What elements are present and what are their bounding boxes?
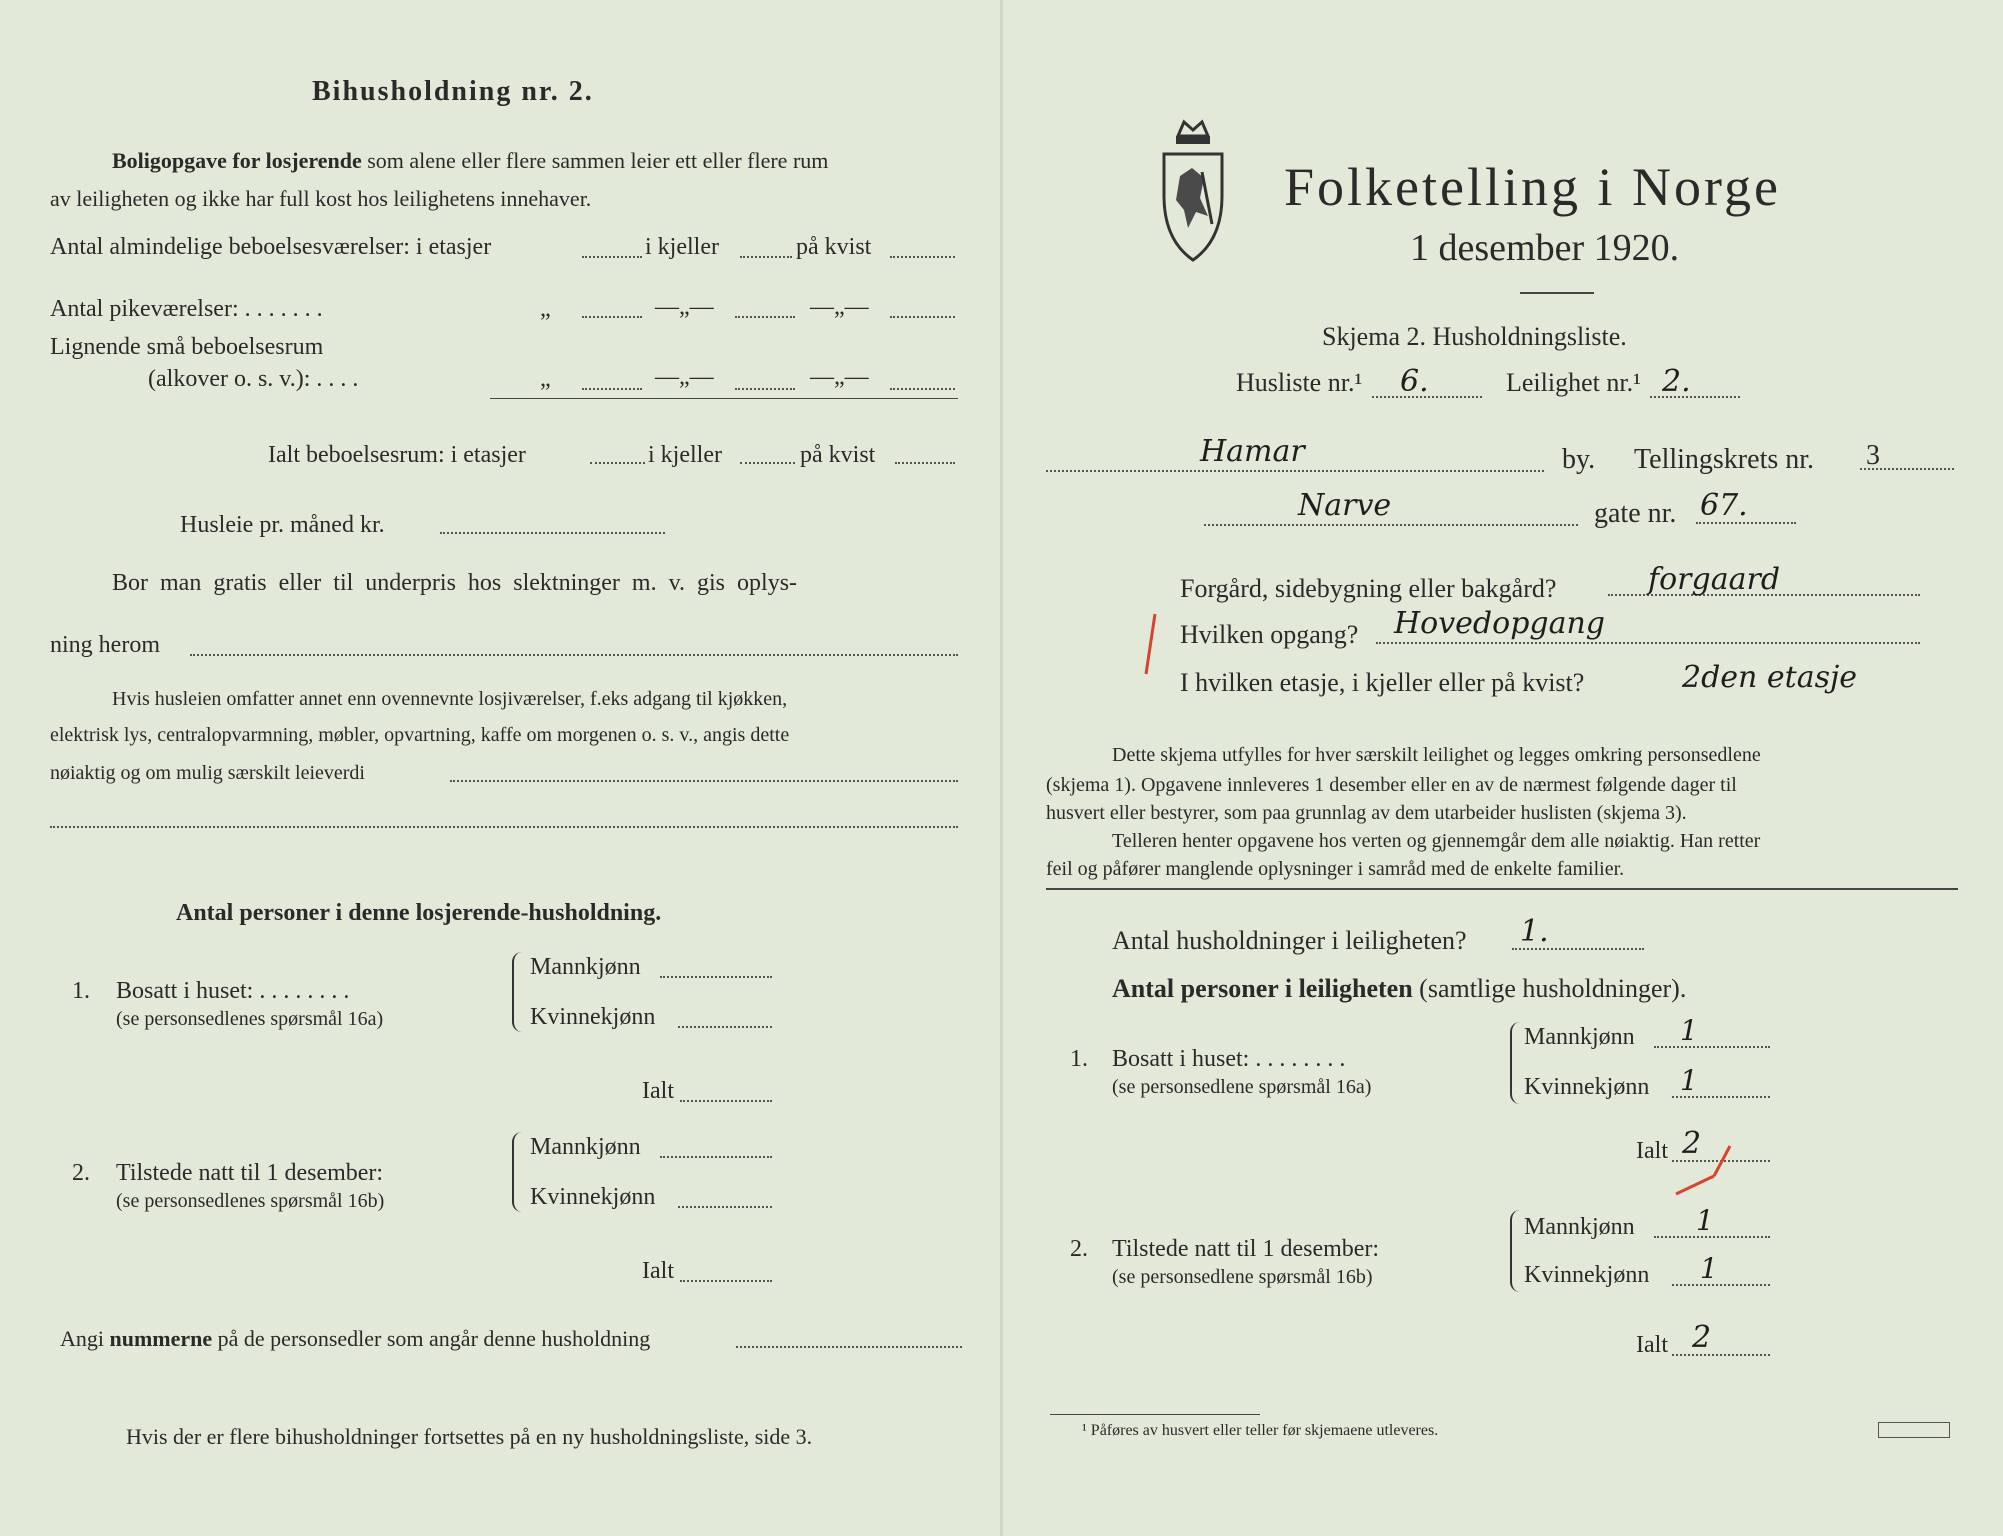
right-q2-num: 2. — [1070, 1236, 1088, 1262]
total-kjeller-field[interactable] — [740, 462, 795, 464]
rooms-kvist-field[interactable] — [890, 256, 955, 258]
rent-field[interactable] — [440, 532, 665, 534]
left-q2-female-field[interactable] — [678, 1206, 772, 1208]
left-title: Bihusholdning nr. 2. — [312, 76, 594, 107]
right-q1-label: Bosatt i huset: . . . . . . . . — [1112, 1046, 1346, 1072]
date-underline — [1520, 292, 1594, 294]
persons-heading-rest: (samtlige husholdninger). — [1419, 974, 1687, 1003]
right-q1-male-value[interactable]: 1 — [1680, 1014, 1698, 1047]
opgang-label: Hvilken opgang? — [1180, 620, 1359, 649]
pike-ditto-2: —„— — [655, 294, 714, 320]
instr-line-4: Telleren henter opgavene hos verten og gjennemgår dem alle nøiaktig. Han retter — [1112, 830, 1761, 852]
total-rooms-label: Ialt beboelsesrum: i etasjer — [268, 442, 526, 468]
right-q2-female-label: Kvinnekjønn — [1524, 1262, 1650, 1288]
right-q1-female-value[interactable]: 1 — [1680, 1064, 1698, 1097]
right-q1-male-label: Mannkjønn — [1524, 1024, 1635, 1050]
small-kjeller-field[interactable] — [735, 388, 795, 390]
pike-ditto-3: —„— — [810, 294, 869, 320]
small-kvist-field[interactable] — [890, 388, 955, 390]
krets-value[interactable]: 3 — [1866, 440, 1880, 471]
small-ditto-3: —„— — [810, 364, 869, 390]
intro-rest: som alene eller flere sammen leier ett eller flere rum — [367, 148, 829, 173]
city-field[interactable] — [1046, 470, 1544, 472]
left-q2-male-field[interactable] — [660, 1156, 772, 1158]
left-q1-female-field[interactable] — [678, 1026, 772, 1028]
numbers-field[interactable] — [736, 1346, 962, 1348]
households-value[interactable]: 1. — [1520, 914, 1549, 949]
street-value[interactable]: Narve — [1298, 488, 1392, 523]
instr-divider — [1046, 888, 1958, 890]
right-q1-female-label: Kvinnekjønn — [1524, 1074, 1650, 1100]
right-q2-total-value[interactable]: 2 — [1692, 1320, 1712, 1355]
extra-line-1: Hvis husleien omfatter annet enn ovennevnte losjiværelser, f.eks adgang til kjøkken, — [112, 688, 788, 710]
numbers-bold: nummerne — [109, 1326, 213, 1351]
left-q1-female-label: Kvinnekjønn — [530, 1004, 656, 1030]
right-q2-brace — [1510, 1210, 1522, 1292]
left-q2-total-field[interactable] — [680, 1280, 772, 1282]
city-value[interactable]: Hamar — [1200, 434, 1305, 469]
instr-line-5: feil og påfører manglende oplysninger i samråd med de enkelte familier. — [1046, 858, 1625, 880]
red-check-mark — [1142, 612, 1158, 676]
left-q2-male-label: Mannkjønn — [530, 1134, 641, 1160]
right-q1-brace — [1510, 1022, 1522, 1104]
right-q2-total-label: Ialt — [1636, 1332, 1668, 1358]
pike-etasjer-field[interactable] — [582, 316, 642, 318]
forgard-value[interactable]: forgaard — [1648, 562, 1781, 597]
right-date: 1 desember 1920. — [1410, 227, 1680, 269]
left-q2-sub: (se personsedlenes spørsmål 16b) — [116, 1190, 385, 1212]
small-etasjer-field[interactable] — [582, 388, 642, 390]
right-q1-total-value[interactable]: 2 — [1682, 1126, 1702, 1161]
leilighet-value[interactable]: 2. — [1662, 364, 1691, 399]
persons-heading-bold: Antal personer i leiligheten — [1112, 974, 1413, 1003]
intro-bold: Boligopgave for losjerende — [112, 148, 362, 173]
left-q2-brace — [512, 1132, 524, 1212]
etasje-value[interactable]: 2den etasje — [1682, 660, 1858, 695]
total-kvist-label: på kvist — [800, 442, 876, 468]
total-kvist-field[interactable] — [895, 462, 955, 464]
right-q1-sub: (se personsedlene spørsmål 16a) — [1112, 1076, 1372, 1098]
etasje-label: I hvilken etasje, i kjeller eller på kvist? — [1180, 668, 1585, 697]
total-kjeller-label: i kjeller — [648, 442, 722, 468]
right-q2-sub: (se personsedlene spørsmål 16b) — [1112, 1266, 1373, 1288]
persons-heading — [1112, 974, 1686, 1004]
small-ditto-2: —„— — [655, 364, 714, 390]
right-q2-female-value[interactable]: 1 — [1700, 1252, 1718, 1285]
small-rooms-label-1: Lignende små beboelsesrum — [50, 334, 324, 360]
by-label: by. — [1562, 444, 1596, 475]
left-q1-brace — [512, 952, 524, 1032]
left-q2-total-label: Ialt — [642, 1258, 674, 1284]
free-label-1: Bor man gratis eller til underpris hos slektninger m. v. gis oplys- — [112, 570, 798, 596]
extra-field[interactable] — [450, 780, 958, 782]
left-q1-sub: (se personsedlenes spørsmål 16a) — [116, 1008, 384, 1030]
forgard-label: Forgård, sidebygning eller bakgård? — [1180, 574, 1557, 603]
small-rooms-label-2: (alkover o. s. v.): . . . . — [148, 366, 359, 392]
rooms-kjeller-field[interactable] — [740, 256, 792, 258]
left-q1-male-field[interactable] — [660, 976, 772, 978]
right-title: Folketelling i Norge — [1284, 157, 1781, 217]
intro-line-2: av leiligheten og ikke har full kost hos leilighetens innehaver. — [50, 186, 592, 211]
numbers-line — [60, 1326, 650, 1352]
rooms-etasjer-field[interactable] — [582, 256, 642, 258]
right-q2-male-label: Mannkjønn — [1524, 1214, 1635, 1240]
right-q2-female-field[interactable] — [1672, 1284, 1770, 1286]
schema-label: Skjema 2. Husholdningsliste. — [1322, 322, 1627, 351]
gate-value[interactable]: 67. — [1700, 488, 1748, 523]
extra-line-2: elektrisk lys, centralopvarmning, møbler, opvartning, kaffe om morgenen o. s. v., angis dette — [50, 724, 790, 746]
free-field[interactable] — [190, 654, 958, 656]
rooms-kvist-label: på kvist — [796, 234, 872, 260]
rooms-kjeller-label: i kjeller — [645, 234, 719, 260]
husliste-label: Husliste nr.¹ — [1236, 368, 1363, 397]
footnote-rule — [1050, 1414, 1260, 1415]
left-q1-label: Bosatt i huset: . . . . . . . . — [116, 978, 350, 1004]
numbers-post: på de personsedler som angår denne husholdning — [217, 1326, 651, 1351]
right-q2-male-value[interactable]: 1 — [1696, 1204, 1714, 1237]
extra-field-2[interactable] — [50, 826, 958, 828]
instr-line-2: (skjema 1). Opgavene innleveres 1 desember eller en av de nærmest følgende dager til — [1046, 774, 1737, 796]
rent-label: Husleie pr. måned kr. — [180, 512, 385, 538]
opgang-field[interactable] — [1376, 642, 1920, 644]
street-field[interactable] — [1204, 524, 1578, 526]
left-q2-label: Tilstede natt til 1 desember: — [116, 1160, 384, 1186]
leilighet-label: Leilighet nr.¹ — [1506, 368, 1641, 397]
footnote: ¹ Påføres av husvert eller teller før skjemaene utleveres. — [1082, 1422, 1439, 1439]
left-q1-total-label: Ialt — [642, 1078, 674, 1104]
gate-label: gate nr. — [1594, 498, 1677, 529]
small-ditto-1: „ — [540, 366, 551, 392]
households-label: Antal husholdninger i leiligheten? — [1112, 926, 1467, 955]
instr-line-3: husvert eller bestyrer, som paa grunnlag av dem utarbeider huslisten (skjema 3). — [1046, 802, 1687, 824]
right-q2-total-field[interactable] — [1672, 1354, 1770, 1356]
rooms-label: Antal almindelige beboelsesværelser: i etasjer — [50, 234, 492, 260]
pike-kjeller-field[interactable] — [735, 316, 795, 318]
left-persons-heading: Antal personer i denne losjerende-husholdning. — [176, 900, 662, 926]
coat-of-arms-icon — [1158, 114, 1228, 264]
extra-line-3: nøiaktig og om mulig særskilt leieverdi — [50, 762, 365, 784]
instr-line-1: Dette skjema utfylles for hver særskilt leilighet og legges omkring personsedlene — [1112, 744, 1761, 766]
right-q1-total-label: Ialt — [1636, 1138, 1668, 1164]
pike-kvist-field[interactable] — [890, 316, 955, 318]
opgang-value[interactable]: Hovedopgang — [1394, 606, 1606, 641]
small-rooms-sum-rule — [490, 398, 958, 399]
left-q1-num: 1. — [72, 978, 90, 1004]
left-q1-total-field[interactable] — [680, 1100, 772, 1102]
right-q2-label: Tilstede natt til 1 desember: — [1112, 1236, 1380, 1262]
pike-label: Antal pikeværelser: . . . . . . . — [50, 296, 323, 322]
left-q2-num: 2. — [72, 1160, 90, 1186]
page-fold — [1000, 0, 1003, 1536]
husliste-value[interactable]: 6. — [1400, 364, 1429, 399]
total-etasjer-field[interactable] — [590, 462, 645, 464]
left-footer: Hvis der er flere bihusholdninger fortsettes på en ny husholdningsliste, side 3. — [126, 1424, 813, 1449]
printer-mark — [1878, 1422, 1950, 1438]
intro-line-1 — [112, 148, 828, 174]
krets-label: Tellingskrets nr. — [1634, 444, 1815, 475]
right-q1-num: 1. — [1070, 1046, 1088, 1072]
left-q2-female-label: Kvinnekjønn — [530, 1184, 656, 1210]
pike-ditto-1: „ — [540, 296, 551, 322]
numbers-pre: Angi — [60, 1326, 104, 1351]
free-label-2: ning herom — [50, 632, 160, 658]
red-tick-mark — [1674, 1142, 1734, 1198]
left-q1-male-label: Mannkjønn — [530, 954, 641, 980]
right-q1-male-field[interactable] — [1654, 1046, 1770, 1048]
